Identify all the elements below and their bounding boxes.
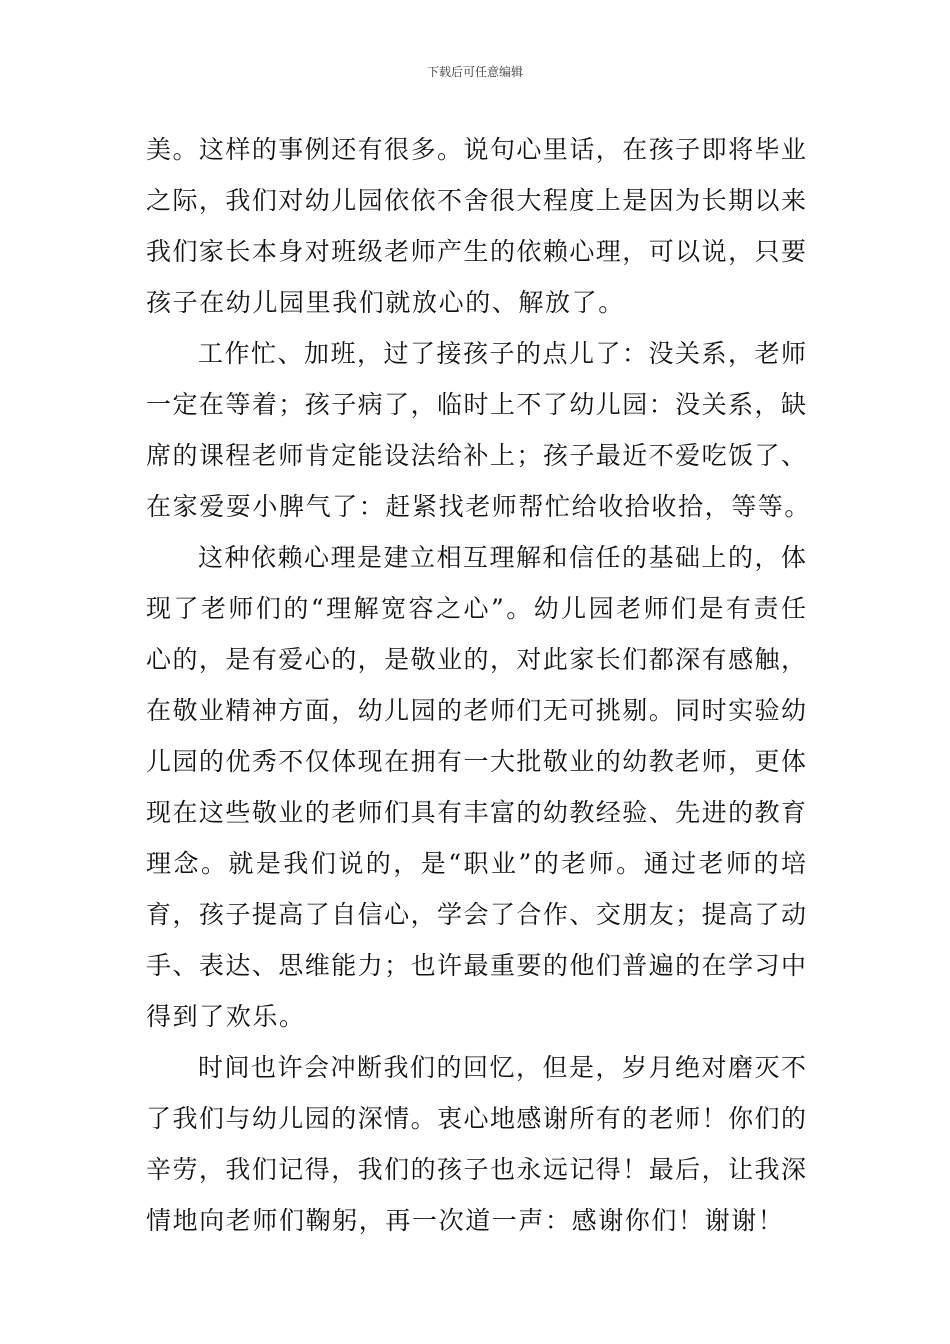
document-body [146, 128, 812, 1250]
text-line: 理念。就是我们说的，是“职业”的老师。通过老师的培 [146, 849, 806, 878]
text-line: 辛劳，我们记得，我们的孩子也永远记得！最后，让我深 [146, 1155, 806, 1184]
text-line: 育，孩子提高了自信心，学会了合作、交朋友；提高了动 [146, 900, 806, 929]
text-line: 美。这样的事例还有很多。说句心里话，在孩子即将毕业 [146, 135, 806, 164]
text-line: 在家爱耍小脾气了：赶紧找老师帮忙给收拾收拾，等等。 [146, 492, 812, 521]
text-line: 我们家长本身对班级老师产生的依赖心理，可以说，只要 [146, 237, 806, 266]
paragraph-first-line: 工作忙、加班，过了接孩子的点儿了：没关系，老师 [198, 339, 806, 368]
paragraph-first-line: 这种依赖心理是建立相互理解和信任的基础上的，体 [198, 543, 806, 572]
text-line: 儿园的优秀不仅体现在拥有一大批敬业的幼教老师，更体 [146, 747, 806, 776]
text-line: 之际，我们对幼儿园依依不舍很大程度上是因为长期以来 [146, 186, 806, 215]
text-line: 席的课程老师肯定能设法给补上；孩子最近不爱吃饭了、 [146, 441, 806, 470]
text-line: 一定在等着；孩子病了，临时上不了幼儿园：没关系，缺 [146, 390, 806, 419]
text-line: 现了老师们的“理解宽容之心”。幼儿园老师们是有责任 [146, 594, 806, 623]
text-line: 手、表达、思维能力；也许最重要的他们普遍的在学习中 [146, 951, 806, 980]
text-line: 得到了欢乐。 [146, 1002, 306, 1031]
page-header: 下载后可任意编辑 [426, 65, 523, 79]
text-line: 现在这些敬业的老师们具有丰富的幼教经验、先进的教育 [146, 798, 806, 827]
paragraph-first-line: 时间也许会冲断我们的回忆，但是，岁月绝对磨灭不 [198, 1053, 806, 1082]
text-line: 孩子在幼儿园里我们就放心的、解放了。 [146, 288, 625, 317]
text-line: 心的，是有爱心的，是敬业的，对此家长们都深有感触， [146, 645, 806, 674]
text-line: 了我们与幼儿园的深情。衷心地感谢所有的老师！你们的 [146, 1104, 806, 1133]
text-line: 情地向老师们鞠躬，再一次道一声：感谢你们！谢谢！ [146, 1206, 785, 1235]
text-line: 在敬业精神方面，幼儿园的老师们无可挑剔。同时实验幼 [146, 696, 806, 725]
